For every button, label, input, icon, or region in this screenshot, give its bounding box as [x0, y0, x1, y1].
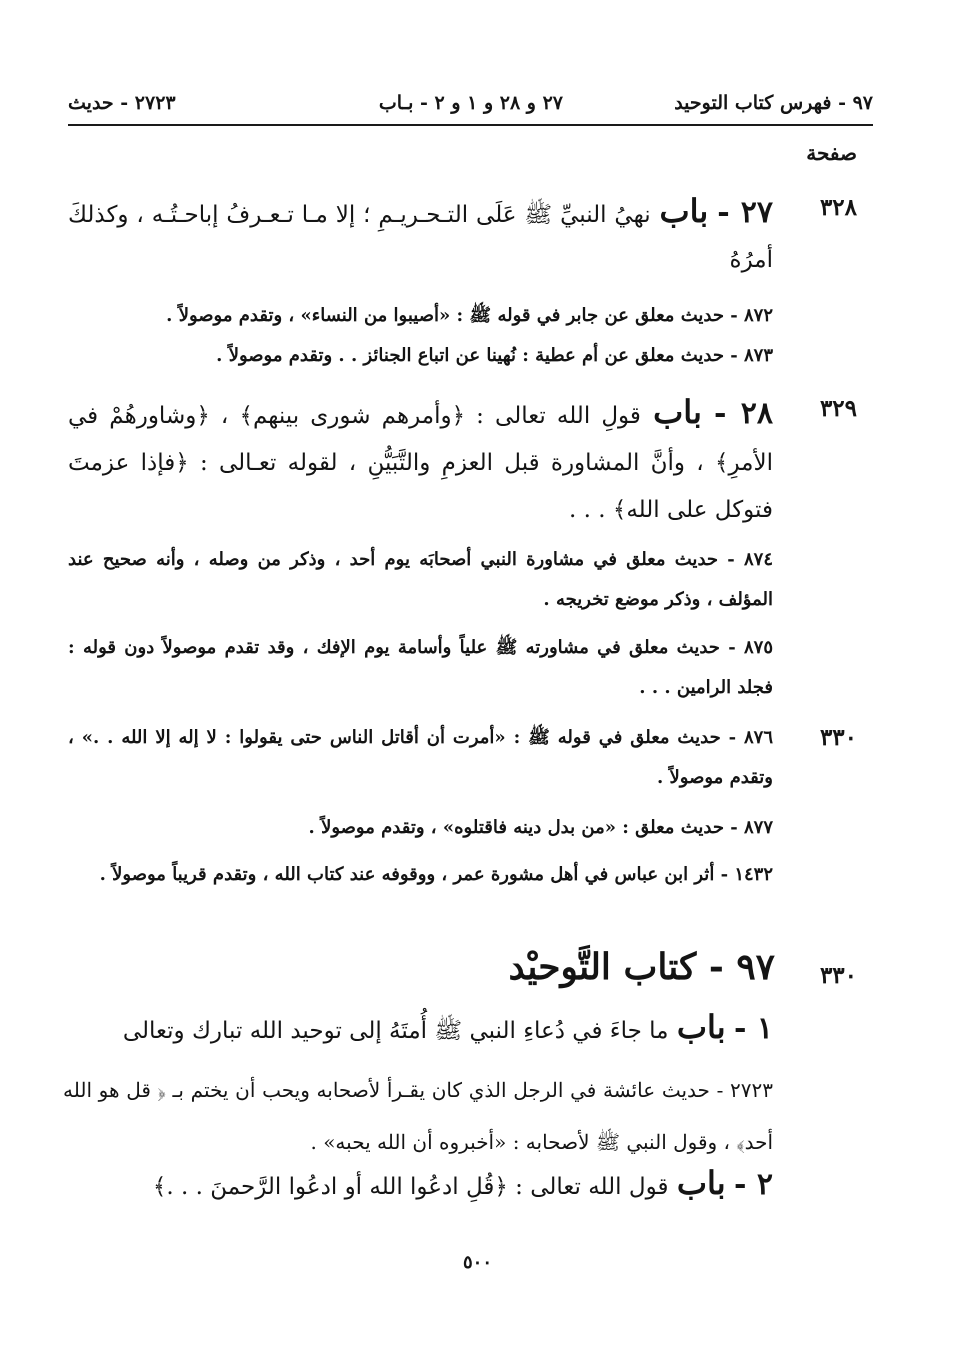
- bab-text: نهيُ النبيِّ ﷺ عَلَى التـحـريـمِ ؛ إلا مـا تـعـرفُ إباحـتُـه ، وكذلكَ أمرُهُ: [68, 202, 773, 273]
- hadith-entry: ٢٧٢٣ - حديث عائشة في الرجل الذي كان يقـرأ لأصحابه ويحب أن يختم بـ ﴿ قل هو الله أحد﴾ ، وقول النبي ﷺ لأصحابه : «أخبروه أن الله يحبه» .: [63, 1078, 773, 1154]
- hadith-entry: ١٤٣٢ - أثر ابن عباس في أهل مشورة عمر ، ووقوفه عند كتاب الله ، وتقدم قريباً موصولاً .: [99, 864, 773, 885]
- hadith-entry: ٨٧٣ - حديث معلق عن أم عطية : نُهينا عن اتباع الجنائز . . وتقدم موصولاً .: [216, 345, 773, 366]
- page-number: ٣٢٩: [819, 395, 857, 422]
- bab-heading: [63, 1006, 773, 1053]
- page-column-label: صفحة: [806, 141, 857, 165]
- footer-page-number: ٥٠٠: [462, 1252, 492, 1273]
- bab-number: ٢ -: [733, 1167, 773, 1202]
- header-chapters: ٢٧ و ٢٨ و ١ و ٢ - بـاب: [378, 92, 563, 114]
- hadith-entry: ٨٧٧ - حديث معلق : «من بدل دينه فاقتلوه» ، وتقدم موصولاً .: [308, 817, 773, 838]
- bab-number: ١ -: [733, 1011, 773, 1046]
- hadith-entry: ٨٧٥ - حديث معلق في مشاورته ﷺ علياً وأسامة يوم الإفك ، وقد تقدم موصولاً دون قوله : فجلد الرامين . . .: [68, 637, 773, 698]
- bab-word: باب: [676, 1164, 726, 1202]
- hadith-entry: ٨٧٤ - حديث معلق في مشاورة النبي أصحابَه يوم أحد ، وذكر من وصله ، وأنه صحيح عند المؤلف ، وذكر موضع تخريجه .: [68, 549, 773, 610]
- hadith-entry: ٨٧٢ - حديث معلق عن جابر في قوله ﷺ : «أصيبوا من النساء» ، وتقدم موصولاً .: [166, 305, 773, 326]
- bab-text: قولِ الله تعالى : ﴿وأمرهم شورى بينهم﴾ ، ﴿وشاورهُمْ في الأمرِ﴾ ، وأنَّ المشاورة قبل العزمِ والتَّبَيُّنِ ، لقوله تعـالى : ﴿فإذا عزمتَ فتوكل على الله﴾ . . .: [68, 403, 773, 523]
- bab-heading: [68, 389, 773, 533]
- bab-number: ٢٧ -: [717, 195, 773, 230]
- page-number: ٣٣٠: [819, 724, 857, 751]
- hadith-entry: ٨٧٦ - حديث معلق في قوله ﷺ : «أمرت أن أقاتل الناس حتى يقولوا : لا إله إلا الله . .» ، وتقدم موصولاً .: [68, 727, 773, 788]
- bab-word: باب: [653, 393, 702, 431]
- bab-heading: [63, 1162, 773, 1209]
- running-header: [68, 86, 873, 122]
- bab-text: ما جاءَ في دُعاءِ النبي ﷺ أُمتَهُ إلى توحيد الله تبارك وتعالى: [122, 1018, 669, 1044]
- kitab-title: ٩٧ - كتاب التَّوحيْد: [508, 946, 775, 988]
- header-rule: [68, 124, 873, 126]
- bab-text: قول الله تعالى : ﴿قُلِ ادعُوا الله أو ادعُوا الرَّحمنَ . . .﴾: [152, 1174, 669, 1200]
- bab-word: باب: [676, 1008, 726, 1046]
- page-number: ٣٣٠: [819, 962, 857, 989]
- bab-number: ٢٨ -: [714, 396, 773, 431]
- bab-heading: [68, 190, 773, 282]
- header-book-title: ٩٧ - فهرس كتاب التوحيد: [674, 92, 873, 114]
- page-number: ٣٢٨: [819, 194, 857, 221]
- header-hadith-range: ٢٧٢٣ - حديث: [68, 92, 176, 114]
- bab-word: باب: [659, 192, 709, 230]
